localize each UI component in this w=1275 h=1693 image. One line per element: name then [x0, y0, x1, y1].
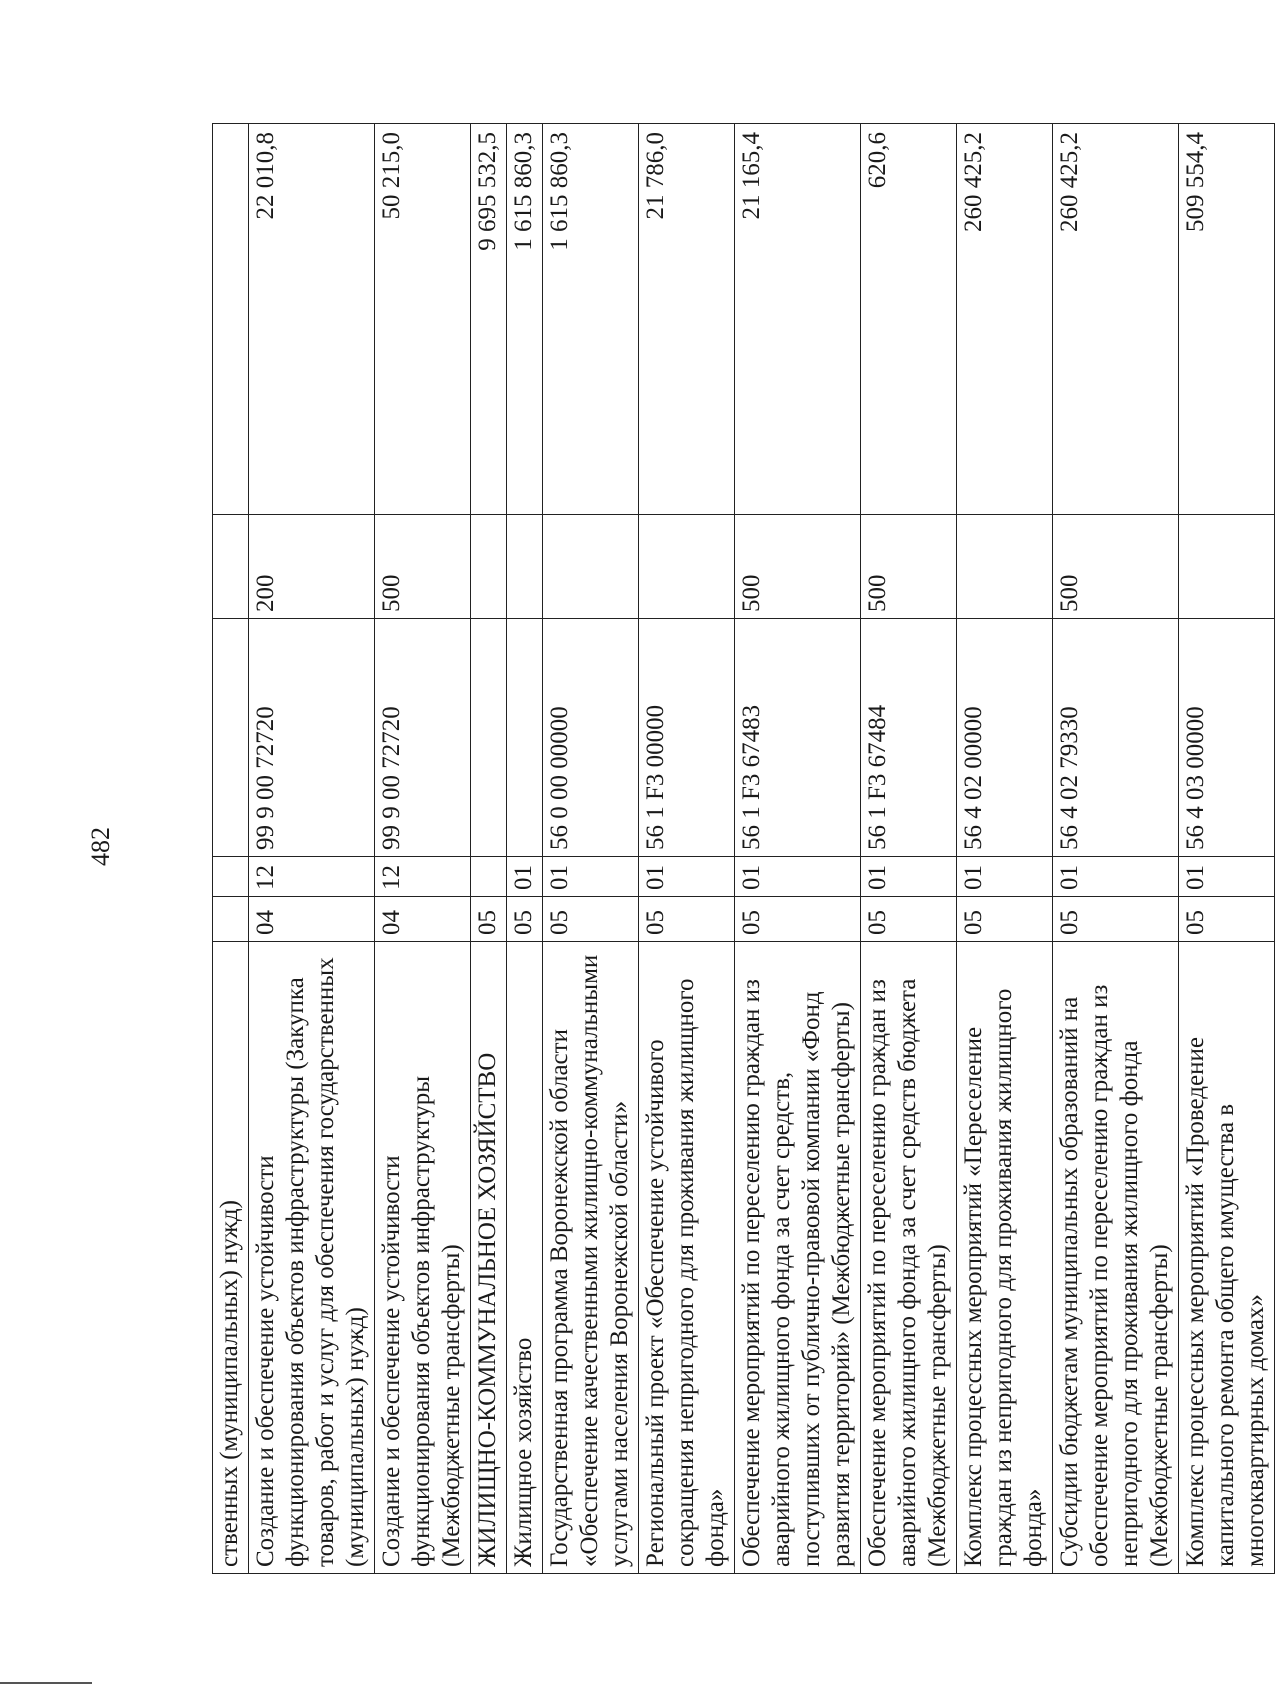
- row-name: Субсидии бюджетам муниципальных образований на обеспечение мероприятий по переселению граждан из непригодного для проживания жилищного фонда (Межбюджетные трансферты): [1053, 942, 1179, 1574]
- row-csr: 56 1 F3 67484: [861, 619, 957, 857]
- table-row: [639, 124, 735, 1574]
- row-pr: 01: [957, 857, 1053, 897]
- row-sum: 1 615 860,3: [543, 124, 639, 515]
- row-sum: 21 786,0: [639, 124, 735, 515]
- row-pr: 01: [543, 857, 639, 897]
- row-name: Комплекс процессных мероприятий «Проведение капитального ремонта общего имущества в многоквартирных домах»: [1179, 942, 1275, 1574]
- row-rz: 05: [861, 897, 957, 942]
- row-pr: 01: [639, 857, 735, 897]
- row-csr: [507, 619, 543, 857]
- row-vr: 500: [735, 515, 861, 619]
- row-name: Государственная программа Воронежской области «Обеспечение качественными жилищно-коммунальными услугами населения Воронежской области»: [543, 942, 639, 1574]
- row-name: ственных (муниципальных) нужд): [213, 942, 249, 1574]
- row-pr: 12: [249, 857, 375, 897]
- row-sum: 50 215,0: [375, 124, 471, 515]
- row-pr: 12: [375, 857, 471, 897]
- row-csr: [471, 619, 507, 857]
- table-row: [375, 124, 471, 1574]
- table-row: [957, 124, 1053, 1574]
- row-pr: 01: [861, 857, 957, 897]
- row-name: ЖИЛИЩНО-КОММУНАЛЬНОЕ ХОЗЯЙСТВО: [471, 942, 507, 1574]
- table-row: [507, 124, 543, 1574]
- table-row: [471, 124, 507, 1574]
- row-rz: [213, 897, 249, 942]
- row-sum: 260 425,2: [957, 124, 1053, 515]
- row-name: Создание и обеспечение устойчивости функционирования объектов инфраструктуры (Закупка товаров, работ и услуг для обеспечения государственных (муниципальных) нужд): [249, 942, 375, 1574]
- row-pr: 01: [507, 857, 543, 897]
- row-name: Обеспечение мероприятий по переселению граждан из аварийного жилищного фонда за счет средств бюджета (Межбюджетные трансферты): [861, 942, 957, 1574]
- row-sum: 9 695 532,5: [471, 124, 507, 515]
- row-name: Обеспечение мероприятий по переселению граждан из аварийного жилищного фонда за счет средств, поступивших от публично-правовой компании «Фонд развития территорий» (Межбюджетные трансферты): [735, 942, 861, 1574]
- row-vr: 200: [249, 515, 375, 619]
- row-name: Региональный проект «Обеспечение устойчивого сокращения непригодного для проживания жилищного фонда»: [639, 942, 735, 1574]
- row-rz: 05: [957, 897, 1053, 942]
- table-row: [213, 124, 249, 1574]
- row-sum: 22 010,8: [249, 124, 375, 515]
- row-vr: 500: [1053, 515, 1179, 619]
- row-csr: 99 9 00 72720: [249, 619, 375, 857]
- row-csr: 56 4 02 00000: [957, 619, 1053, 857]
- row-rz: 05: [543, 897, 639, 942]
- table-row: [543, 124, 639, 1574]
- row-rz: 05: [1179, 897, 1275, 942]
- row-sum: 1 615 860,3: [507, 124, 543, 515]
- table-row: [1053, 124, 1179, 1574]
- row-rz: 05: [1053, 897, 1179, 942]
- row-pr: 01: [735, 857, 861, 897]
- row-vr: [639, 515, 735, 619]
- row-csr: 56 1 F3 00000: [639, 619, 735, 857]
- row-vr: 500: [375, 515, 471, 619]
- scan-edge-mark: [0, 1682, 92, 1684]
- row-rz: 05: [471, 897, 507, 942]
- row-vr: [1179, 515, 1275, 619]
- row-sum: [213, 124, 249, 515]
- row-csr: 56 4 02 79330: [1053, 619, 1179, 857]
- row-name: Комплекс процессных мероприятий «Переселение граждан из непригодного для проживания жилищного фонда»: [957, 942, 1053, 1574]
- budget-table: [212, 123, 1275, 1574]
- table-row: [1179, 124, 1275, 1574]
- row-pr: 01: [1179, 857, 1275, 897]
- row-sum: 260 425,2: [1053, 124, 1179, 515]
- table-row: [249, 124, 375, 1574]
- row-pr: 01: [1053, 857, 1179, 897]
- row-rz: 05: [507, 897, 543, 942]
- row-vr: 500: [861, 515, 957, 619]
- row-vr: [543, 515, 639, 619]
- row-vr: [213, 515, 249, 619]
- row-vr: [957, 515, 1053, 619]
- row-name: Жилищное хозяйство: [507, 942, 543, 1574]
- row-rz: 05: [639, 897, 735, 942]
- page-number: 482: [86, 827, 115, 866]
- row-rz: 04: [249, 897, 375, 942]
- row-csr: 99 9 00 72720: [375, 619, 471, 857]
- table-row: [861, 124, 957, 1574]
- table-row: [735, 124, 861, 1574]
- row-csr: [213, 619, 249, 857]
- row-sum: 620,6: [861, 124, 957, 515]
- row-sum: 21 165,4: [735, 124, 861, 515]
- row-csr: 56 4 03 00000: [1179, 619, 1275, 857]
- row-pr: [471, 857, 507, 897]
- row-csr: 56 0 00 00000: [543, 619, 639, 857]
- row-pr: [213, 857, 249, 897]
- row-rz: 05: [735, 897, 861, 942]
- row-vr: [507, 515, 543, 619]
- row-sum: 509 554,4: [1179, 124, 1275, 515]
- row-name: Создание и обеспечение устойчивости функционирования объектов инфраструктуры (Межбюджетные трансферты): [375, 942, 471, 1574]
- row-csr: 56 1 F3 67483: [735, 619, 861, 857]
- row-rz: 04: [375, 897, 471, 942]
- row-vr: [471, 515, 507, 619]
